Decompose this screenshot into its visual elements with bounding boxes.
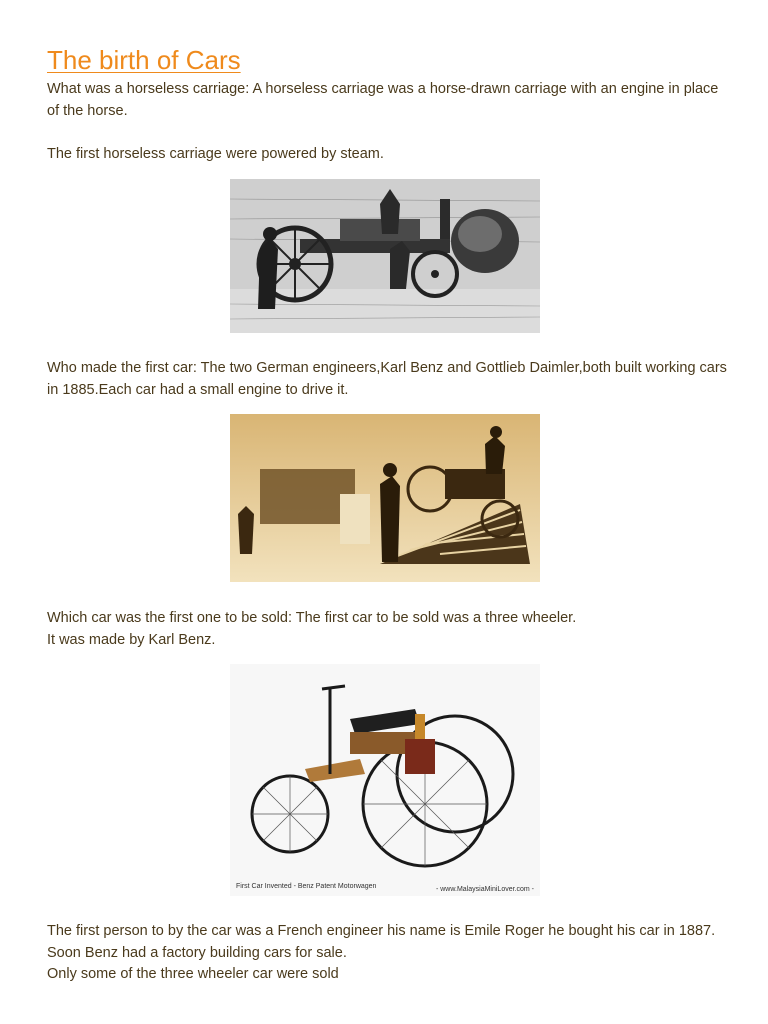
document-page [47, 44, 727, 982]
paragraph-text: What was a horseless carriage: A horseless carriage was a horse-drawn carriage with an engine in place of the horse. [47, 81, 719, 119]
paragraph-text: Who made the first car: The two German engineers,Karl Benz and Gottlieb Daimler,both built working cars in 1885.Each car had a small engine to drive it. [47, 360, 727, 398]
paragraph-text: It was made by Karl Benz. [47, 631, 216, 648]
benz-car-photo [230, 414, 540, 582]
paragraph-steam [47, 144, 727, 166]
paragraph-text: The first person to by the car was a French engineer his name is Emile Roger he bought his car in 1887. [47, 923, 716, 939]
paragraph-first-buyer [47, 921, 727, 986]
page-title: The birth of Cars [47, 45, 241, 75]
benz-motorwagen-photo [230, 664, 540, 896]
paragraph-text: Which car was the first one to be sold: The first car to be sold was a three wheeler. [47, 610, 577, 626]
image-credit: - www.MalaysiaMiniLover.com - [435, 886, 534, 893]
steam-carriage-image [230, 179, 540, 333]
image-caption: First Car Invented - Benz Patent Motorwagen [236, 883, 377, 890]
benz-car-sepia-illustration [230, 414, 540, 582]
paragraph-horseless-carriage [47, 79, 727, 122]
paragraph-first-sold [47, 608, 727, 651]
benz-motorwagen-illustration [230, 664, 540, 896]
image-caption-bar [230, 874, 540, 896]
paragraph-text: Soon Benz had a factory building cars for sale. [47, 944, 347, 961]
paragraph-text: Only some of the three wheeler car were sold [47, 966, 339, 982]
paragraph-text: The first horseless carriage were powered by steam. [47, 146, 384, 162]
steam-carriage-illustration [230, 179, 540, 333]
paragraph-first-car [47, 358, 727, 401]
